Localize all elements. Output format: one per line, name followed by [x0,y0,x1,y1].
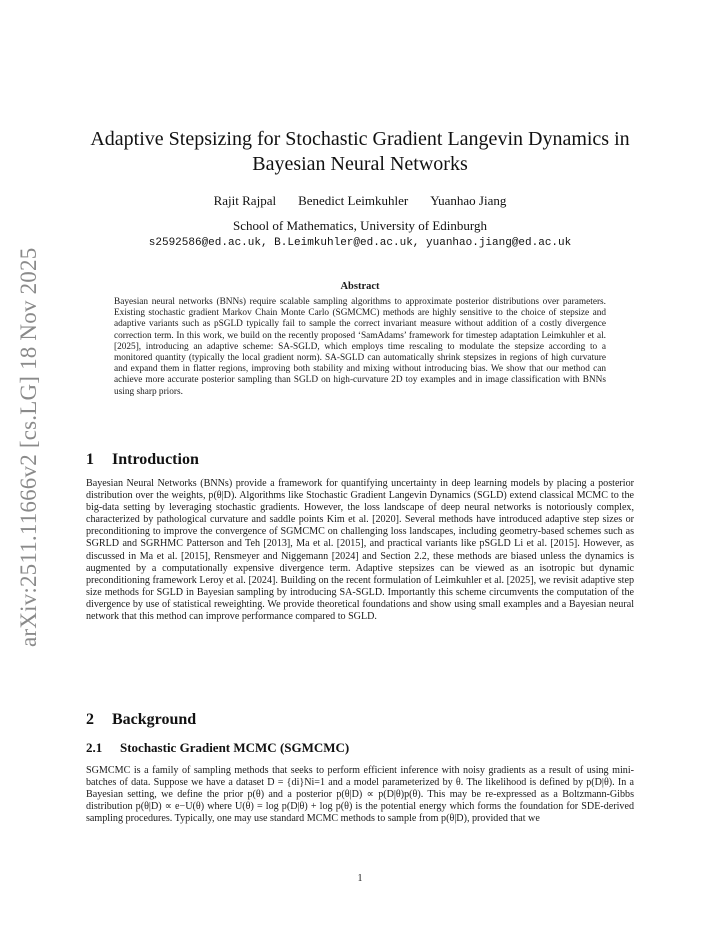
subsection-heading-sgmcmc [86,740,349,756]
author-emails: s2592586@ed.ac.uk, B.Leimkuhler@ed.ac.uk, yuanhao.jiang@ed.ac.uk [148,237,572,249]
affiliation: School of Mathematics, University of Edinburgh [233,218,487,233]
section-heading-introduction [86,451,199,469]
abstract-heading: Abstract [340,281,380,292]
subsection-number: 2.1 [86,740,103,755]
author-list [86,193,634,209]
section-number: 2 [86,711,94,728]
introduction-paragraph: Bayesian Neural Networks (BNNs) provide a framework for quantifying uncertainty in deep learning models by placing a posterior distribution over the weights, p(θ|D). Algorithms like Stochastic Gradient Langevin Dynamics (SGLD) extend classical MCMC to the big-data setting by leveraging stochastic gradients. However, the loss landscape of deep neural networks is notoriously complex, characterized by pathological curvature and saddle points Kim et al. [2020]. Several methods have introduced adaptive step sizes or preconditioning to improve the convergence of SGMCMC on challenging loss landscapes, including geometry-based schemes such as SGRLD and SGRHMC Patterson and Teh [2013], Ma et al. [2015], and practical variants like pSGLD Li et al. [2015]. However, as discussed in Ma et al. [2015], Rensmeyer and Niggemann [2024] and Section 2.2, these methods are biased unless the dynamics is augmented by a computationally expensive divergence term. Adaptive stepsizes can be viewed as an isotropic but dynamic preconditioning framework Leroy et al. [2024]. Building on the recent formulation of Leimkuhler et al. [2025], we revisit adaptive step size methods for SGLD in Bayesian sampling by introducing SA-SGLD. Importantly this scheme circumvents the computation of the divergence by use of statistical reweighting. We provide theoretical foundations and show using small examples and a Bayesian neural network that this method can improve performance compared to SGLD. [86,478,634,623]
arxiv-identifier-stamp: arXiv:2511.11666v2 [cs.LG] 18 Nov 2025 [16,247,41,647]
subsection-title: Stochastic Gradient MCMC (SGMCMC) [120,740,350,755]
section-title: Introduction [112,451,199,468]
section-heading-background [86,711,196,729]
author-name: Rajit Rajpal [213,193,277,208]
page-number: 1 [357,873,363,884]
author-name: Benedict Leimkuhler [298,193,409,208]
abstract-text: Bayesian neural networks (BNNs) require scalable sampling algorithms to approximate posterior distributions over parameters. Existing stochastic gradient Markov Chain Monte Carlo (SGMCMC) methods are highly sensitive to the choice of stepsize and adaptive variants such as pSGLD typically fail to sample the correct invariant measure without addition of a costly divergence correction term. In this work, we build on the recently proposed ‘SamAdams’ framework for timestep adaptation Leimkuhler et al. [2025], introducing an adaptive scheme: SA-SGLD, which employs time rescaling to modulate the stepsize according to a monitored quantity (typically the local gradient norm). SA-SGLD can automatically shrink stepsizes in regions of high curvature and expand them in flatter regions, improving both stability and mixing without introducing bias. We show that our method can achieve more accurate posterior sampling than SGLD on high-curvature 2D toy examples and in image classification with BNNs using sharp priors. [114,297,606,397]
section-number: 1 [86,451,94,468]
paper-title: Adaptive Stepsizing for Stochastic Gradient Langevin Dynamics in Bayesian Neural Networks [90,128,630,175]
section-title: Background [112,711,197,728]
author-name: Yuanhao Jiang [430,193,507,208]
sgmcmc-paragraph: SGMCMC is a family of sampling methods that seeks to perform efficient inference with noisy gradients as a result of using mini-batches of data. Suppose we have a dataset D = {di}Ni=1 and a model parameterized by θ. The likelihood is defined by p(D|θ). In a Bayesian setting, we define the prior p(θ) and a posterior p(θ|D) ∝ p(D|θ)p(θ). This may be re-expressed as a Boltzmann-Gibbs distribution p(θ|D) ∝ e−U(θ) where U(θ) = log p(D|θ) + log p(θ) is the potential energy which forms the foundation for SDE-derived sampling procedures. Typically, one may use standard MCMC methods to sample from p(θ|D), provided that we [86,765,634,825]
